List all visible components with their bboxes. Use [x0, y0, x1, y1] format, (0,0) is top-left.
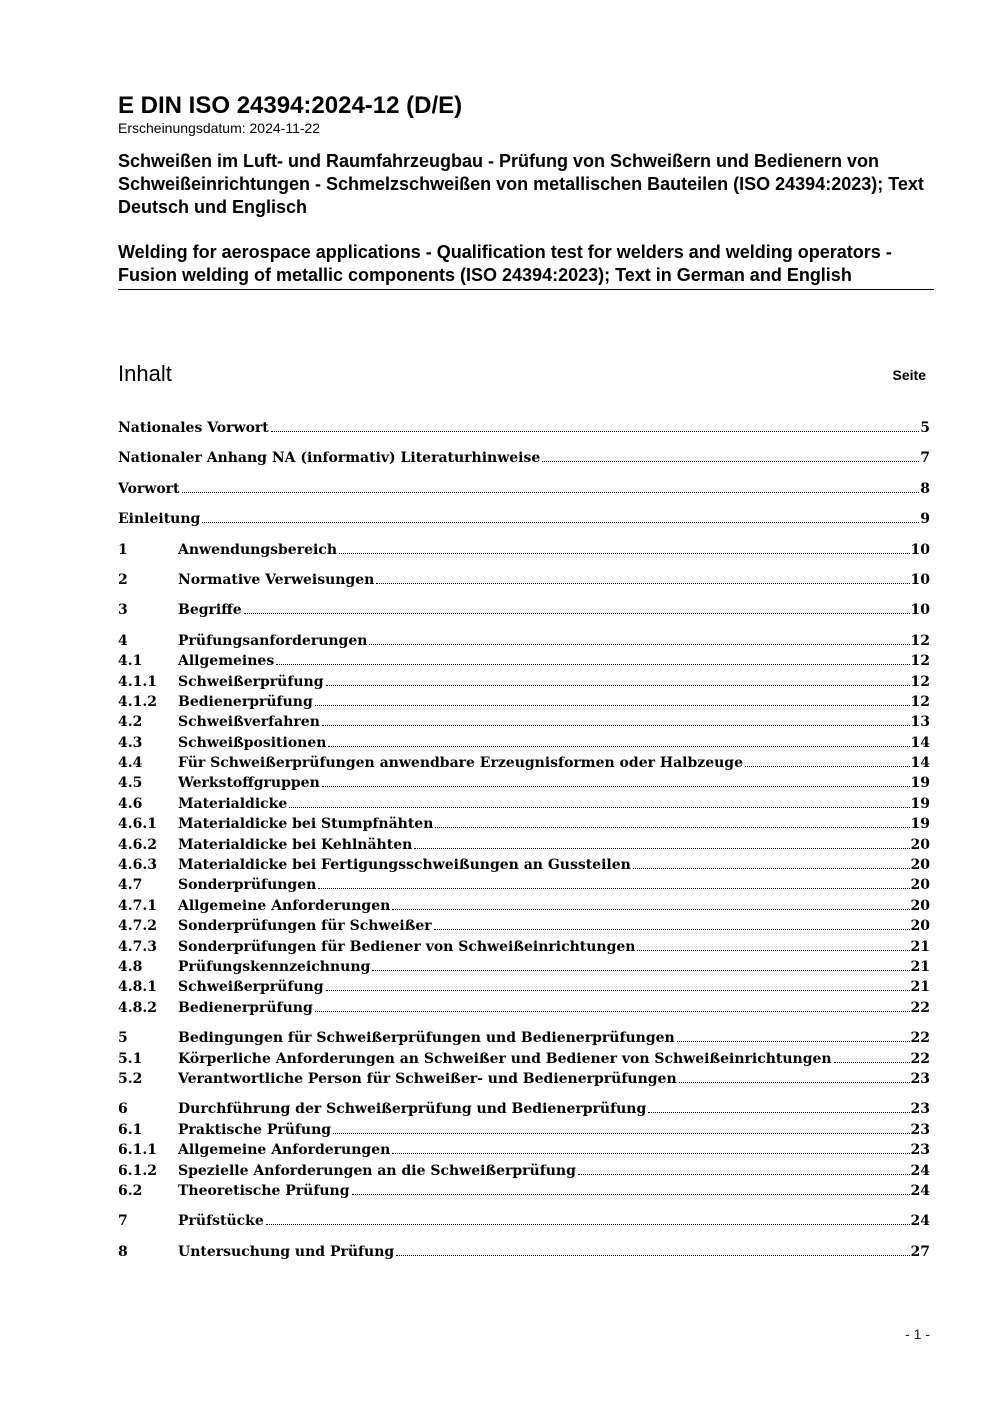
toc-leader-dots [435, 827, 909, 828]
toc-entry-page: 23 [910, 1121, 930, 1138]
toc-entry[interactable] [118, 753, 930, 773]
toc-leader-dots [637, 950, 909, 951]
toc-leader-dots [266, 1224, 910, 1225]
toc-heading [118, 360, 926, 390]
toc-entry-number: 4.8.1 [118, 979, 157, 996]
toc-entry-page: 10 [910, 541, 930, 558]
toc-entry-page: 12 [910, 673, 930, 690]
title-german: Schweißen im Luft- und Raumfahrzeugbau - Prüfung von Schweißern und Bedienern von Schweißeinrichtungen - Schmelzschweißen von metallischen Bauteilen (ISO 24394:2023); Text Deutsch und Englisch [118, 151, 924, 217]
toc-entry-number: 7 [118, 1213, 128, 1230]
toc-leader-dots [326, 990, 910, 991]
toc-entry-title: Sonderprüfungen für Schweißer [178, 918, 432, 935]
toc-entry-title: Bedienerprüfung [178, 693, 313, 710]
toc-entry-title: Prüfungskennzeichnung [178, 958, 371, 975]
toc-entry-page: 23 [910, 1142, 930, 1159]
toc-entry-page: 8 [920, 480, 930, 497]
toc-entry-page: 20 [910, 836, 930, 853]
toc-entry[interactable] [118, 957, 930, 977]
toc-leader-dots [318, 888, 909, 889]
toc-entry-title: Materialdicke bei Stumpfnähten [178, 816, 434, 833]
toc-entry-page: 19 [910, 795, 930, 812]
toc-entry-page: 7 [920, 450, 930, 467]
toc-entry[interactable] [118, 712, 930, 732]
toc-entry-title: Nationales Vorwort [118, 420, 269, 436]
toc-entry-title: Einleitung [118, 511, 201, 528]
toc-entry-number: 4.6.1 [118, 816, 157, 833]
toc-entry-number: 4.7 [118, 877, 143, 894]
toc-entry[interactable] [118, 672, 930, 692]
toc-entry[interactable] [118, 1028, 930, 1048]
toc-entry-title: Allgemeines [178, 653, 275, 670]
toc-entry-title: Körperliche Anforderungen an Schweißer und Bediener von Schweißeinrichtungen [178, 1050, 832, 1067]
toc-entry-page: 10 [910, 602, 930, 619]
toc-entry-title: Theoretische Prüfung [178, 1182, 350, 1199]
toc-entry-page: 5 [920, 420, 930, 436]
toc-entry-number: 3 [118, 602, 128, 619]
toc-leader-dots [315, 1011, 910, 1012]
toc-entry-number: 1 [118, 541, 128, 558]
toc-entry-page: 12 [910, 653, 930, 670]
toc-leader-dots [679, 1082, 910, 1083]
toc-entry-number: 6 [118, 1101, 128, 1118]
toc-entry-title: Nationaler Anhang NA (informativ) Literaturhinweise [118, 450, 541, 467]
toc-leader-dots [202, 522, 919, 523]
toc-entry-title: Untersuchung und Prüfung [178, 1243, 395, 1260]
toc-entry[interactable] [118, 1099, 930, 1119]
toc-entry-number: 6.1.1 [118, 1142, 157, 1159]
toc-entry-number: 4.2 [118, 714, 143, 731]
toc-entry-number: 4.6 [118, 795, 143, 812]
toc-leader-dots [542, 461, 919, 462]
toc-entry-title: Materialdicke bei Fertigungsschweißungen an Gussteilen [178, 857, 631, 874]
toc-entry[interactable] [118, 835, 930, 855]
toc-entry-title: Sonderprüfungen [178, 877, 317, 894]
toc-leader-dots [289, 807, 909, 808]
toc-entry-page: 22 [910, 1050, 930, 1067]
toc-leader-dots [322, 786, 910, 787]
toc-entry-title: Prüfungsanforderungen [178, 632, 368, 649]
toc-entry[interactable] [118, 509, 930, 529]
toc-entry-number: 4.7.1 [118, 897, 157, 914]
toc-entry-page: 22 [910, 999, 930, 1016]
toc-entry-page: 19 [910, 816, 930, 833]
toc-entry-number: 4.7.2 [118, 918, 157, 935]
toc-entry-number: 4.1 [118, 653, 143, 670]
toc-entry[interactable] [118, 1069, 930, 1089]
toc-entry-page: 10 [910, 571, 930, 588]
toc-entry-title: Normative Verweisungen [178, 571, 375, 588]
toc-entry-title: Allgemeine Anforderungen [178, 897, 391, 914]
toc-leader-dots [414, 848, 909, 849]
toc-leader-dots [333, 1133, 909, 1134]
toc-entry-page: 21 [910, 958, 930, 975]
toc-entry[interactable] [118, 600, 930, 620]
toc-leader-dots [326, 685, 910, 686]
toc-entry-title: Schweißverfahren [178, 714, 320, 731]
toc-entry[interactable] [118, 418, 930, 438]
toc-entry[interactable] [118, 1242, 930, 1262]
toc-leader-dots [339, 553, 910, 554]
toc-entry[interactable] [118, 896, 930, 916]
toc-entry-title: Verantwortliche Person für Schweißer- und Bedienerprüfungen [178, 1070, 677, 1087]
toc-entry[interactable] [118, 916, 930, 936]
toc-entry[interactable] [118, 794, 930, 814]
toc-entry[interactable] [118, 1161, 930, 1181]
toc-entry-page: 24 [910, 1213, 930, 1230]
toc-entry-title: Schweißerprüfung [178, 979, 324, 996]
toc-entry[interactable] [118, 692, 930, 712]
toc-entry-number: 5.2 [118, 1070, 143, 1087]
toc-entry-number: 4.8.2 [118, 999, 157, 1016]
toc-entry-title: Anwendungsbereich [178, 541, 337, 558]
toc-entry[interactable] [118, 875, 930, 895]
toc-leader-dots [677, 1041, 910, 1042]
toc-entry-title: Praktische Prüfung [178, 1121, 332, 1138]
toc-entry-page: 22 [910, 1030, 930, 1047]
toc-entry-number: 8 [118, 1243, 128, 1260]
toc-entry-page: 27 [910, 1243, 930, 1260]
publication-date: Erscheinungsdatum: 2024-11-22 [118, 120, 321, 136]
toc-entry-title: Sonderprüfungen für Bediener von Schweißeinrichtungen [178, 938, 636, 955]
toc-entry[interactable] [118, 1211, 930, 1231]
toc-entry-page: 20 [910, 897, 930, 914]
toc-leader-dots [369, 644, 909, 645]
toc-entry-number: 4.1.1 [118, 673, 157, 690]
toc-entry[interactable] [118, 570, 930, 590]
toc-leader-dots [182, 492, 920, 493]
toc-leader-dots [244, 613, 910, 614]
toc-entry-number: 4.6.2 [118, 836, 157, 853]
toc-leader-dots [578, 1174, 910, 1175]
toc-leader-dots [392, 1153, 909, 1154]
toc-entry-page: 20 [910, 857, 930, 874]
toc-leader-dots [328, 746, 909, 747]
table-of-contents [118, 418, 930, 1262]
toc-entry-page: 24 [910, 1162, 930, 1179]
toc-entry[interactable] [118, 733, 930, 753]
toc-entry-number: 5 [118, 1030, 128, 1047]
toc-leader-dots [372, 970, 909, 971]
toc-entry-page: 14 [910, 734, 930, 751]
toc-entry-title: Bedingungen für Schweißerprüfungen und Bedienerprüfungen [178, 1030, 675, 1047]
toc-title: Inhalt [118, 361, 172, 386]
toc-entry-page: 20 [910, 877, 930, 894]
toc-entry[interactable] [118, 814, 930, 834]
document-number: E DIN ISO 24394:2024-12 (D/E) [118, 92, 463, 119]
toc-entry[interactable] [118, 540, 930, 560]
toc-entry-number: 4.6.3 [118, 857, 157, 874]
toc-leader-dots [352, 1194, 910, 1195]
page-number: - 1 - [905, 1326, 930, 1342]
toc-entry[interactable] [118, 937, 930, 957]
title-english: Welding for aerospace applications - Qualification test for welders and welding operators - Fusion welding of metallic components (ISO 24394:2023); Text in German and English [118, 241, 934, 290]
toc-entry[interactable] [118, 977, 930, 997]
toc-entry-page: 23 [910, 1070, 930, 1087]
toc-entry-title: Materialdicke bei Kehlnähten [178, 836, 413, 853]
toc-entry-page: 20 [910, 918, 930, 935]
toc-leader-dots [434, 929, 910, 930]
toc-leader-dots [396, 1255, 909, 1256]
toc-entry-page: 12 [910, 693, 930, 710]
toc-entry-page: 21 [910, 938, 930, 955]
toc-entry[interactable] [118, 773, 930, 793]
toc-entry[interactable] [118, 448, 930, 468]
toc-entry-page: 13 [910, 714, 930, 731]
toc-entry-page: 23 [910, 1101, 930, 1118]
toc-entry-page: 19 [910, 775, 930, 792]
toc-entry-page: 9 [920, 511, 930, 528]
toc-entry-number: 6.1.2 [118, 1162, 157, 1179]
toc-entry-number: 4.1.2 [118, 693, 157, 710]
toc-entry[interactable] [118, 998, 930, 1018]
toc-leader-dots [276, 664, 909, 665]
toc-entry-page: 24 [910, 1182, 930, 1199]
toc-entry-page: 12 [910, 632, 930, 649]
toc-entry-title: Bedienerprüfung [178, 999, 313, 1016]
toc-entry[interactable] [118, 1120, 930, 1140]
toc-entry-title: Schweißpositionen [178, 734, 327, 751]
toc-entry-number: 6.2 [118, 1182, 143, 1199]
toc-leader-dots [392, 909, 909, 910]
toc-entry[interactable] [118, 651, 930, 671]
toc-leader-dots [834, 1062, 910, 1063]
document-header [118, 92, 934, 290]
toc-entry-title: Allgemeine Anforderungen [178, 1142, 391, 1159]
toc-leader-dots [648, 1112, 909, 1113]
toc-leader-dots [376, 583, 909, 584]
toc-page-label: Seite [892, 367, 926, 383]
toc-entry[interactable] [118, 1181, 930, 1201]
toc-leader-dots [745, 766, 910, 767]
toc-entry-number: 4.5 [118, 775, 143, 792]
toc-entry-title: Durchführung der Schweißerprüfung und Bedienerprüfung [178, 1101, 647, 1118]
toc-entry-title: Spezielle Anforderungen an die Schweißerprüfung [178, 1162, 576, 1179]
toc-entry-page: 14 [910, 755, 930, 772]
toc-entry-number: 2 [118, 571, 128, 588]
toc-leader-dots [633, 868, 910, 869]
toc-entry-number: 6.1 [118, 1121, 143, 1138]
toc-entry-number: 4.3 [118, 734, 143, 751]
toc-entry-title: Materialdicke [178, 795, 288, 812]
toc-entry-number: 5.1 [118, 1050, 143, 1067]
toc-leader-dots [322, 725, 910, 726]
toc-entry[interactable] [118, 1140, 930, 1160]
toc-entry-title: Für Schweißerprüfungen anwendbare Erzeugnisformen oder Halbzeuge [178, 755, 743, 772]
toc-entry[interactable] [118, 855, 930, 875]
toc-leader-dots [315, 705, 910, 706]
toc-entry[interactable] [118, 631, 930, 651]
toc-entry-title: Werkstoffgruppen [178, 775, 320, 792]
toc-entry-number: 4 [118, 632, 128, 649]
toc-entry[interactable] [118, 479, 930, 499]
toc-entry[interactable] [118, 1049, 930, 1069]
toc-entry-number: 4.7.3 [118, 938, 157, 955]
toc-leader-dots [271, 431, 920, 432]
toc-entry-number: 4.4 [118, 755, 143, 772]
toc-entry-title: Begriffe [178, 602, 242, 619]
toc-entry-title: Vorwort [118, 480, 180, 497]
toc-entry-title: Prüfstücke [178, 1213, 264, 1230]
toc-entry-title: Schweißerprüfung [178, 673, 324, 690]
toc-entry-number: 4.8 [118, 958, 143, 975]
toc-entry-page: 21 [910, 979, 930, 996]
